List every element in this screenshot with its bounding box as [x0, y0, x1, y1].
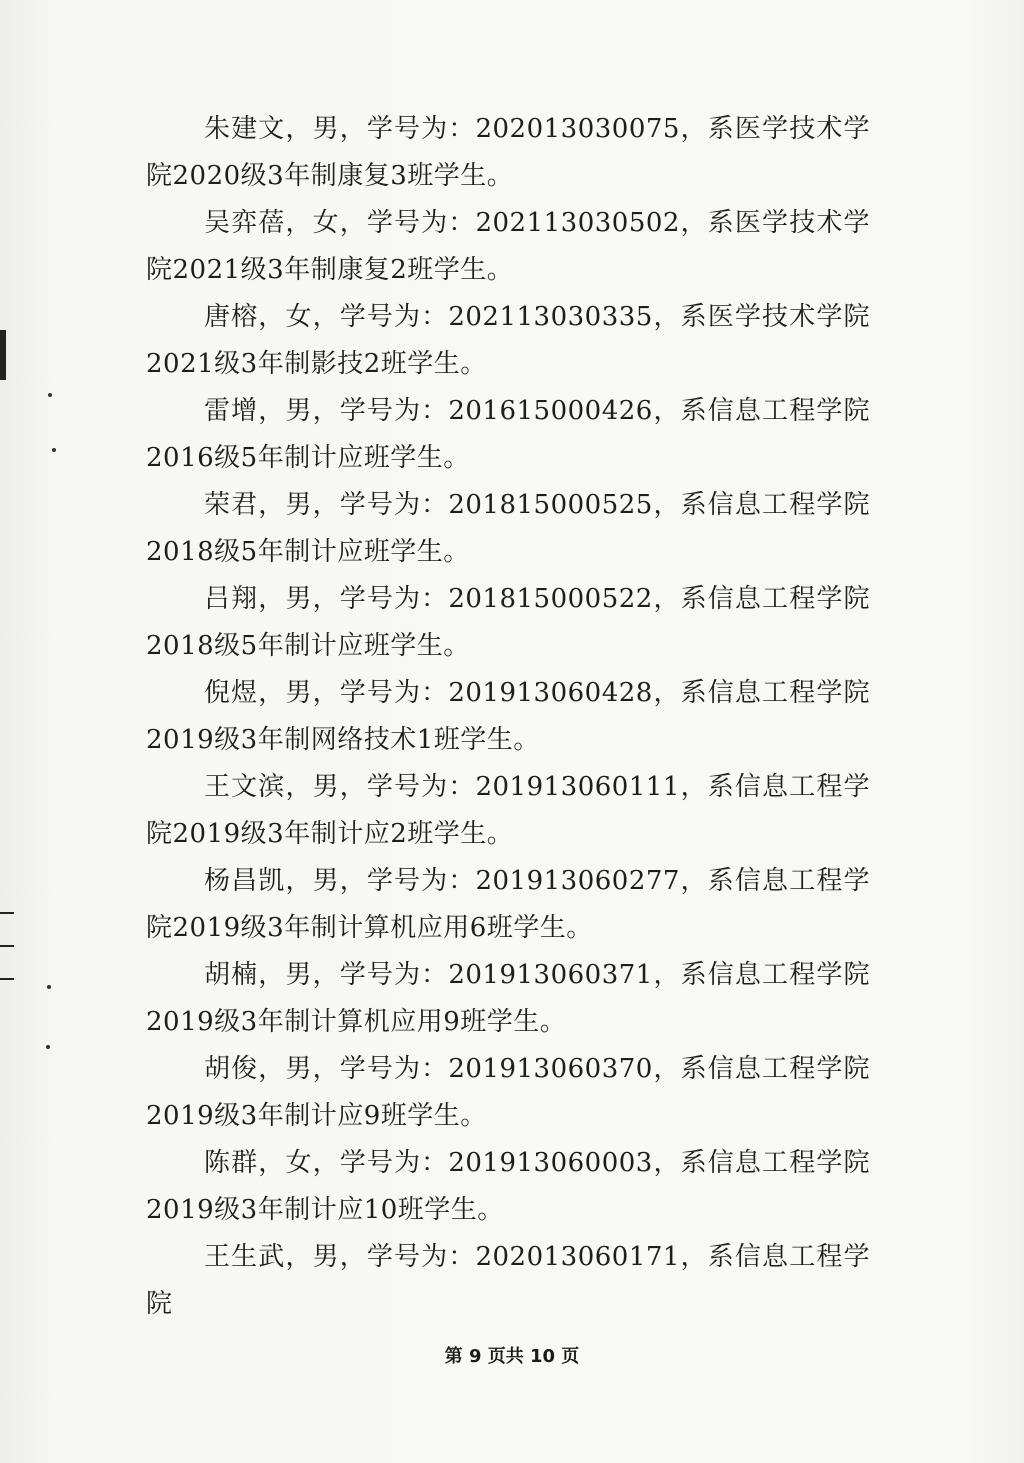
student-entry: 陈群，女，学号为：201913060003，系信息工程学院2019级3年制计应10班学生。	[146, 1148, 870, 1225]
scan-edge-mark	[0, 945, 14, 947]
scan-edge-mark	[0, 912, 14, 914]
student-entry: 雷增，男，学号为：201615000426，系信息工程学院2016级5年制计应班学生。	[146, 396, 870, 473]
student-entry: 胡楠，男，学号为：201913060371，系信息工程学院2019级3年制计算机应用9班学生。	[146, 960, 870, 1037]
student-entry: 吕翔，男，学号为：201815000522，系信息工程学院2018级5年制计应班学生。	[146, 584, 870, 661]
student-entry: 唐榕，女，学号为：202113030335，系医学技术学院2021级3年制影技2班学生。	[146, 302, 870, 379]
scan-edge-mark	[0, 978, 14, 980]
scan-speck	[52, 448, 56, 452]
student-entry: 王生武，男，学号为：202013060171，系信息工程学院	[146, 1242, 870, 1319]
student-entry: 王文滨，男，学号为：201913060111，系信息工程学院2019级3年制计应2班学生。	[146, 772, 870, 849]
student-list	[146, 106, 870, 1328]
scan-speck	[46, 1045, 50, 1049]
scan-speck	[47, 985, 51, 989]
scan-speck	[48, 393, 52, 397]
student-entry: 胡俊，男，学号为：201913060370，系信息工程学院2019级3年制计应9班学生。	[146, 1054, 870, 1131]
scan-edge-mark	[0, 330, 6, 380]
student-entry: 朱建文，男，学号为：202013030075，系医学技术学院2020级3年制康复3班学生。	[146, 114, 870, 191]
student-entry: 吴弈蓓，女，学号为：202113030502，系医学技术学院2021级3年制康复2班学生。	[146, 208, 870, 285]
student-entry: 倪煜，男，学号为：201913060428，系信息工程学院2019级3年制网络技术1班学生。	[146, 678, 870, 755]
student-entry: 荣君，男，学号为：201815000525，系信息工程学院2018级5年制计应班学生。	[146, 490, 870, 567]
page-number: 第 9 页共 10 页	[444, 1346, 580, 1367]
student-entry: 杨昌凯，男，学号为：201913060277，系信息工程学院2019级3年制计算机应用6班学生。	[146, 866, 870, 943]
